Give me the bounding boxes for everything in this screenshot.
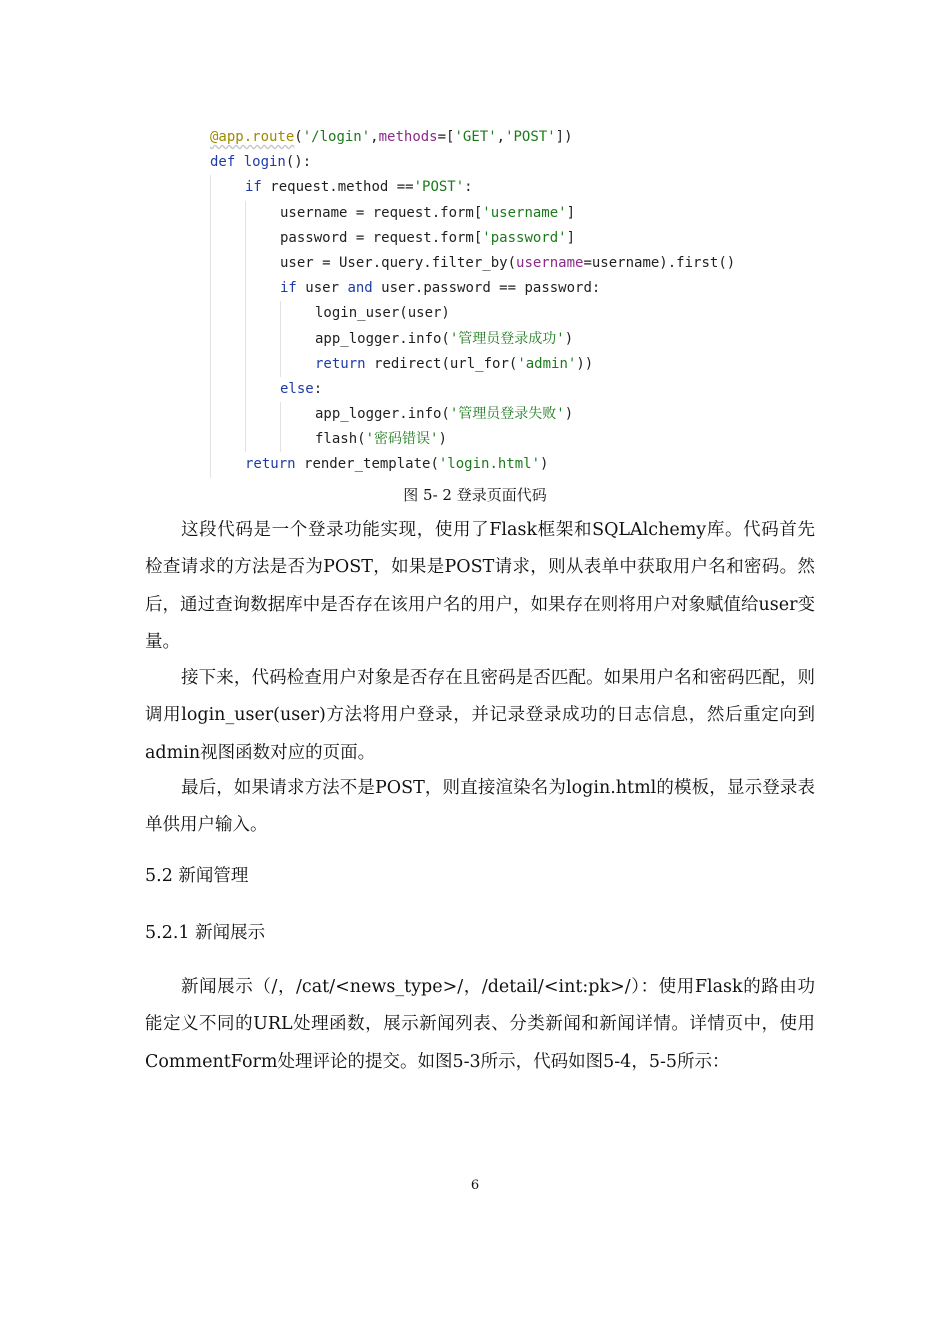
code-token: =username).first(): [583, 254, 736, 271]
code-text: [210, 150, 311, 175]
code-token: app_logger.info(: [315, 330, 450, 347]
code-token: else: [280, 380, 314, 397]
code-text: [245, 175, 473, 200]
indent-guide: [210, 276, 211, 301]
code-token: ]: [566, 204, 576, 221]
indent-guide: [210, 402, 211, 427]
code-token: and: [347, 280, 382, 297]
code-token: ,: [370, 129, 379, 145]
code-text: [280, 377, 322, 402]
section-heading: 5.2 新闻管理: [145, 866, 249, 886]
indent-guide: [210, 175, 211, 200]
code-line: [200, 175, 800, 200]
code-token: user.password == password:: [381, 280, 601, 297]
code-token: render_template(: [304, 456, 439, 473]
indent-guide: [280, 301, 281, 326]
indent-guide: [210, 251, 211, 276]
code-text: [315, 402, 573, 427]
code-token: def: [210, 154, 244, 171]
indent-guide: [245, 402, 246, 427]
code-line: [200, 251, 800, 276]
code-token: '管理员登录成功': [449, 330, 565, 347]
indent-guide: [210, 301, 211, 326]
code-text: [315, 327, 573, 352]
code-line: [200, 327, 800, 352]
code-token: user = User.query.filter_by(: [280, 254, 517, 271]
indent-guide: [245, 327, 246, 352]
indent-guide: [280, 352, 281, 377]
code-token: ,: [496, 129, 506, 145]
indent-guide: [245, 226, 246, 251]
indent-guide: [245, 352, 246, 377]
code-token: request.method ==: [270, 179, 414, 196]
code-text: [280, 226, 575, 251]
code-token: 'admin': [517, 355, 577, 372]
code-token: '/login': [302, 129, 371, 145]
page-number: 6: [470, 1178, 480, 1193]
paragraph-2: 接下来，代码检查用户对象是否存在且密码是否匹配。如果用户名和密码匹配，则调用login_user(user)方法将用户登录，并记录登录成功的日志信息，然后重定向到admin视图函数对应的页面。: [145, 668, 815, 763]
paragraph-4: 新闻展示（/，/cat/<news_type>/，/detail/<int:pk>/）：使用Flask的路由功能定义不同的URL处理函数，展示新闻列表、分类新闻和新闻详情。详情页中，使用CommentForm处理评论的提交。如图5-3所示，代码如图5-4，5-5所示：: [145, 977, 815, 1072]
code-token: 'POST': [505, 129, 556, 145]
code-token: =[: [437, 129, 455, 145]
code-text: [280, 201, 575, 226]
code-token: 'password': [482, 229, 567, 246]
code-token: app_logger.info(: [315, 406, 450, 423]
indent-guide: [245, 276, 246, 301]
code-figure: [200, 125, 800, 478]
indent-guide: [245, 377, 246, 402]
code-line: [200, 125, 800, 150]
indent-guide: [210, 452, 211, 477]
code-token: redirect(url_for(: [374, 355, 518, 372]
code-token: if: [280, 280, 306, 297]
code-token: username: [516, 254, 584, 271]
code-line: [200, 226, 800, 251]
code-line: [200, 276, 800, 301]
code-line: [200, 301, 800, 326]
code-token: 'GET': [454, 129, 497, 145]
code-text: [315, 427, 447, 452]
code-token: password = request.form[: [280, 229, 483, 246]
code-text: [245, 452, 548, 477]
code-text: [315, 301, 450, 326]
indent-guide: [210, 352, 211, 377]
code-token: :: [313, 380, 323, 397]
code-token: ): [540, 456, 549, 473]
code-line: [200, 201, 800, 226]
code-token: return: [245, 456, 305, 473]
code-token: ): [564, 406, 574, 423]
code-token: ]): [555, 129, 573, 145]
indent-guide: [210, 226, 211, 251]
code-token: 'POST': [413, 179, 465, 196]
paragraph-3: 最后，如果请求方法不是POST，则直接渲染名为login.html的模板，显示登录表单供用户输入。: [145, 778, 815, 836]
indent-guide: [280, 327, 281, 352]
code-token: ():: [285, 154, 312, 171]
indent-guide: [210, 327, 211, 352]
code-line: [200, 427, 800, 452]
code-line: [200, 402, 800, 427]
code-text: [210, 125, 573, 150]
code-token: '管理员登录失败': [449, 406, 565, 423]
code-line: [200, 352, 800, 377]
code-text: [315, 352, 593, 377]
indent-guide: [245, 427, 246, 452]
code-token: if: [245, 179, 271, 196]
indent-guide: [245, 301, 246, 326]
code-line: [200, 150, 800, 175]
code-token: ): [564, 330, 574, 347]
indent-guide: [280, 402, 281, 427]
code-token: 'username': [482, 204, 567, 221]
code-text: [280, 276, 600, 301]
indent-guide: [210, 427, 211, 452]
code-token: login: [243, 154, 286, 171]
code-token: login_user(user): [315, 305, 450, 322]
code-token: ]: [566, 229, 576, 246]
indent-guide: [210, 377, 211, 402]
indent-guide: [245, 201, 246, 226]
code-token: 'login.html': [438, 456, 541, 473]
code-token: methods: [378, 129, 438, 145]
code-token: return: [315, 355, 375, 372]
code-token: )): [576, 355, 594, 372]
indent-guide: [210, 201, 211, 226]
code-token: '密码错误': [365, 431, 439, 448]
indent-guide: [245, 251, 246, 276]
code-token: (: [294, 129, 303, 145]
code-text: [280, 251, 735, 276]
code-token: flash(: [315, 431, 366, 448]
paragraph-1: 这段代码是一个登录功能实现，使用了Flask框架和SQLAlchemy库。代码首先检查请求的方法是否为POST，如果是POST请求，则从表单中获取用户名和密码。然后，通过查询数据库中是否存在该用户名的用户，如果存在则将用户对象赋值给user变量。: [145, 520, 815, 652]
figure-caption: 图 5- 2 登录页面代码: [403, 486, 547, 504]
code-line: [200, 452, 800, 477]
code-token: @app.route: [210, 129, 295, 145]
subsection-heading: 5.2.1 新闻展示: [145, 923, 266, 943]
code-token: ): [438, 431, 447, 448]
code-token: :: [464, 179, 473, 196]
code-token: username = request.form[: [280, 204, 483, 221]
code-token: user: [305, 280, 348, 297]
code-line: [200, 377, 800, 402]
indent-guide: [280, 427, 281, 452]
